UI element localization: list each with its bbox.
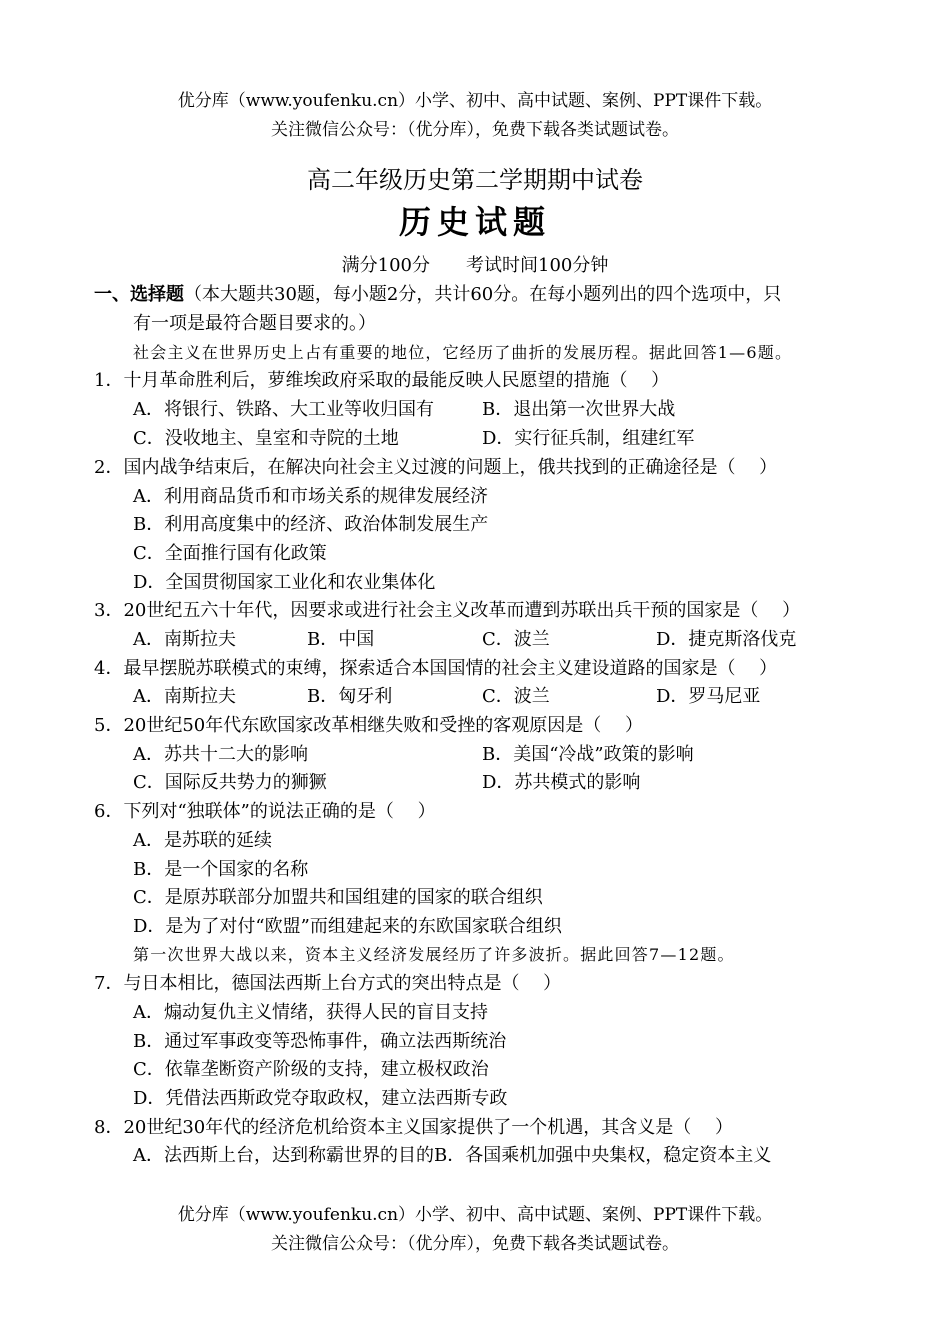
question-7-option-a: A．煽动复仇主义情绪，获得人民的盲目支持 <box>133 1002 488 1023</box>
question-3-option-c: C．波兰 <box>482 629 550 650</box>
question-5-option-c: C．国际反共势力的狮獗 <box>133 772 327 793</box>
question-1-option-d: D．实行征兵制，组建红军 <box>482 428 695 449</box>
question-6-option-a: A．是苏联的延续 <box>133 830 272 851</box>
question-7-option-c: C．依靠垄断资产阶级的支持，建立极权政治 <box>133 1059 489 1080</box>
section-desc-2: 有一项是最符合题目要求的。） <box>133 313 376 334</box>
question-6-option-d: D．是为了对付“欧盟”而组建起来的东欧国家联合组织 <box>133 916 562 937</box>
question-5-option-b: B．美国“冷战”政策的影响 <box>482 744 694 765</box>
question-5-stem: 5．20世纪50年代东欧国家改革相继失败和受挫的客观原因是（ ） <box>94 715 643 736</box>
question-4-stem: 4．最早摆脱苏联模式的束缚，探索适合本国国情的社会主义建设道路的国家是（ ） <box>94 658 778 679</box>
question-2-option-c: C．全面推行国有化政策 <box>133 543 327 564</box>
question-8-options-a-b: A．法西斯上台，达到称霸世界的目的B．各国乘机加强中央集权，稳定资本主义 <box>133 1145 772 1166</box>
header-line-2: 关注微信公众号：（优分库），免费下载各类试题试卷。 <box>271 120 679 140</box>
question-5-option-d: D．苏共模式的影响 <box>482 772 641 793</box>
section-desc-1: （本大题共30题，每小题2分，共计60分。在每小题列出的四个选项中，只 <box>184 284 782 305</box>
section-header <box>94 280 781 306</box>
header-line-1: 优分库（www.youfenku.cn）小学、初中、高中试题、案例、PPT课件下载。 <box>177 91 773 111</box>
question-1-option-c: C．没收地主、皇室和寺院的土地 <box>133 428 399 449</box>
question-4-option-d: D．罗马尼亚 <box>656 686 761 707</box>
question-7-option-b: B．通过军事政变等恐怖事件，确立法西斯统治 <box>133 1031 507 1052</box>
exam-meta: 满分100分 考试时间100分钟 <box>341 255 609 276</box>
question-3-stem: 3．20世纪五六十年代，因要求或进行社会主义改革而遭到苏联出兵干预的国家是（ ） <box>94 600 801 621</box>
question-2-option-a: A．利用商品货币和市场关系的规律发展经济 <box>133 486 488 507</box>
question-4-option-a: A．南斯拉夫 <box>133 686 236 707</box>
question-1-stem: 1．十月革命胜利后，萝维埃政府采取的最能反映人民愿望的措施（ ） <box>94 370 670 391</box>
question-5-option-a: A．苏共十二大的影响 <box>133 744 308 765</box>
question-4-option-b: B．匈牙利 <box>307 686 393 707</box>
exam-subtitle: 高二年级历史第二学期期中试卷 <box>307 166 643 194</box>
question-6-stem: 6．下列对“独联体”的说法正确的是（ ） <box>94 801 436 822</box>
question-4-option-c: C．波兰 <box>482 686 550 707</box>
question-3-option-b: B．中国 <box>307 629 375 650</box>
intro-text-1: 社会主义在世界历史上占有重要的地位，它经历了曲折的发展历程。据此回答1—6题。 <box>133 343 793 362</box>
footer-line-1: 优分库（www.youfenku.cn）小学、初中、高中试题、案例、PPT课件下载。 <box>177 1205 773 1225</box>
footer-line-2: 关注微信公众号：（优分库），免费下载各类试题试卷。 <box>271 1234 679 1254</box>
question-1-option-a: A．将银行、铁路、大工业等收归国有 <box>133 399 434 420</box>
question-3-option-a: A．南斯拉夫 <box>133 629 236 650</box>
section-label: 一、选择题 <box>94 284 184 305</box>
question-8-stem: 8．20世纪30年代的经济危机给资本主义国家提供了一个机遇，其含义是（ ） <box>94 1117 733 1138</box>
question-6-option-c: C．是原苏联部分加盟共和国组建的国家的联合组织 <box>133 887 543 908</box>
question-7-option-d: D．凭借法西斯政党夺取政权，建立法西斯专政 <box>133 1088 508 1109</box>
question-6-option-b: B．是一个国家的名称 <box>133 859 309 880</box>
question-2-option-b: B．利用高度集中的经济、政治体制发展生产 <box>133 514 489 535</box>
exam-title: 历史试题 <box>398 203 551 241</box>
question-1-option-b: B．退出第一次世界大战 <box>482 399 676 420</box>
question-3-option-d: D．捷克斯洛伐克 <box>656 629 797 650</box>
question-2-option-d: D．全国贯彻国家工业化和农业集体化 <box>133 572 436 593</box>
question-7-stem: 7．与日本相比，德国法西斯上台方式的突出特点是（ ） <box>94 973 562 994</box>
question-2-stem: 2．国内战争结束后，在解决向社会主义过渡的问题上，俄共找到的正确途径是（ ） <box>94 457 778 478</box>
intro-text-2: 第一次世界大战以来，资本主义经济发展经历了许多波折。据此回答7—12题。 <box>133 945 735 964</box>
